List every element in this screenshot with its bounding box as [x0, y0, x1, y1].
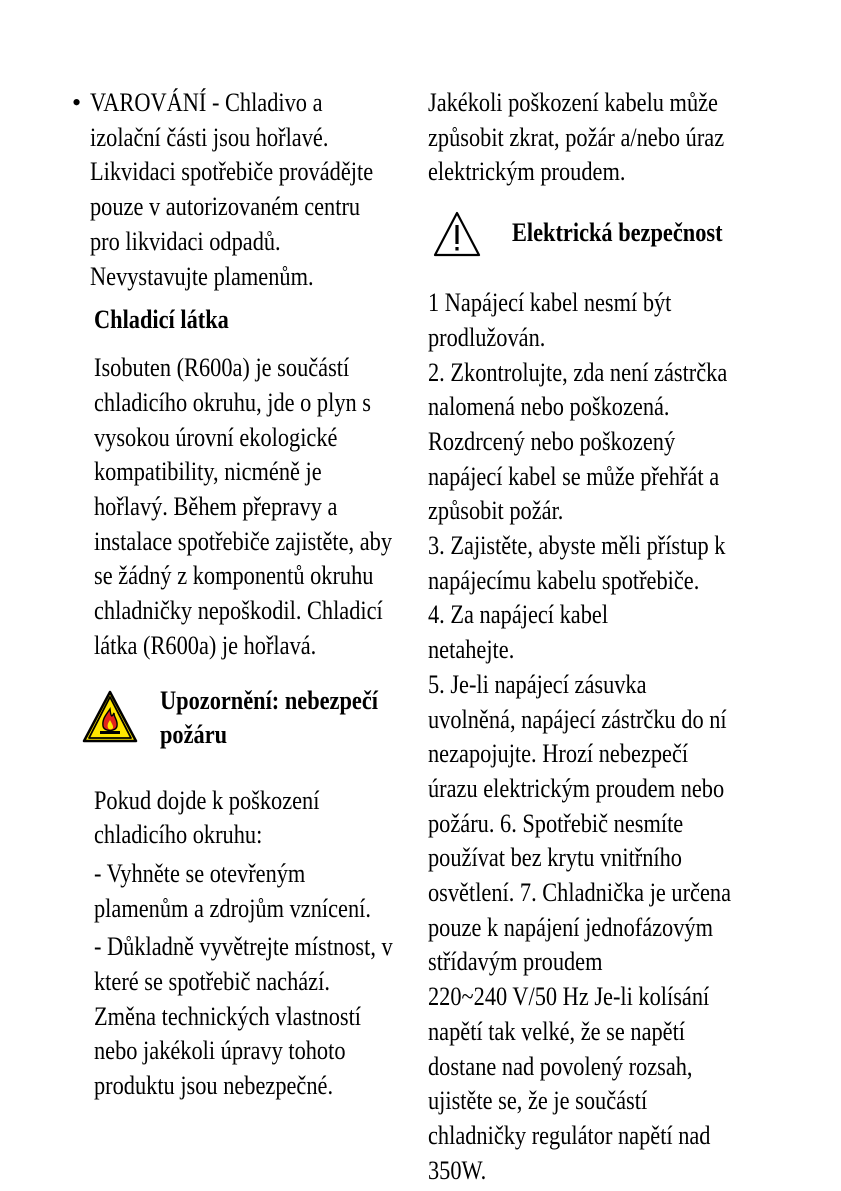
- damage-paragraph: Pokud dojde k poškození chladicího okruhu:: [94, 785, 320, 850]
- fire-warning-heading: Upozornění: nebezpečí požáru: [160, 685, 378, 749]
- bullet-marker: •: [72, 88, 82, 117]
- refrigerant-paragraph: Isobuten (R600a) je součástí chladicího okruhu, jde o plyn s vysokou úrovní ekologické kompatibility, nicméně je hořlavý. Během přepravy a instalace spotřebiče zajistěte, aby se žádný z komponentů okruhu chladničky nepoškodil. Chladicí látka (R600a) je hořlavá.: [94, 353, 393, 660]
- damage-section: [72, 784, 412, 1104]
- electric-safety-heading: Elektrická bezpečnost: [512, 218, 723, 248]
- ventilate-item: - Důkladně vyvětrejte místnost, v které se spotřebič nachází. Změna technických vlastností nebo jakékoli úpravy tohoto produktu jsou nebezpečné.: [94, 932, 393, 1101]
- refrigerant-heading: Chladicí látka: [94, 305, 229, 335]
- electric-safety-header: [428, 200, 828, 276]
- fire-warning-block: [72, 685, 412, 776]
- right-column: [428, 86, 828, 1188]
- avoid-flames-item: - Vyhněte se otevřeným plamenům a zdrojům vznícení.: [94, 858, 371, 923]
- warning-triangle-icon: [432, 210, 482, 263]
- warning-bullet: [72, 86, 412, 294]
- refrigerant-section: [72, 303, 412, 663]
- cable-paragraph: Jakékoli poškození kabelu může způsobit zkrat, požár a/nebo úraz elektrickým proudem.: [428, 88, 725, 187]
- warning-paragraph: VAROVÁNÍ - Chladivo a izolační části jsou hořlavé. Likvidaci spotřebiče provádějte pouze v autorizovaném centru pro likvidaci odpadů. Nevystavujte plamenům.: [90, 88, 374, 291]
- electric-safety-paragraph: 1 Napájecí kabel nesmí být prodlužován. 2. Zkontrolujte, zda není zástrčka nalomená nebo poškozená. Rozdrcený nebo poškozený napájecí kabel se může přehřát a způsobit požár. 3. Zajistěte, abyste měli přístup k napájecímu kabelu spotřebiče. 4. Za napájecí kabel netahejte. 5. Je-li napájecí zásuvka uvolněná, napájecí zástrčku do ní nezapojujte. Hrozí nebezpečí úrazu elektrickým proudem nebo požáru. 6. Spotřebič nesmíte používat bez krytu vnitřního osvětlení. 7. Chladnička je určena pouze k napájení jednofázovým střídavým proudem 220~240 V/50 Hz Je-li kolísání napětí tak velké, že se napětí dostane nad povolený rozsah, ujistěte se, že je součástí chladničky regulátor napětí nad 350W.: [428, 288, 732, 1185]
- left-column: [72, 86, 412, 1104]
- flammable-warning-icon: [82, 690, 138, 749]
